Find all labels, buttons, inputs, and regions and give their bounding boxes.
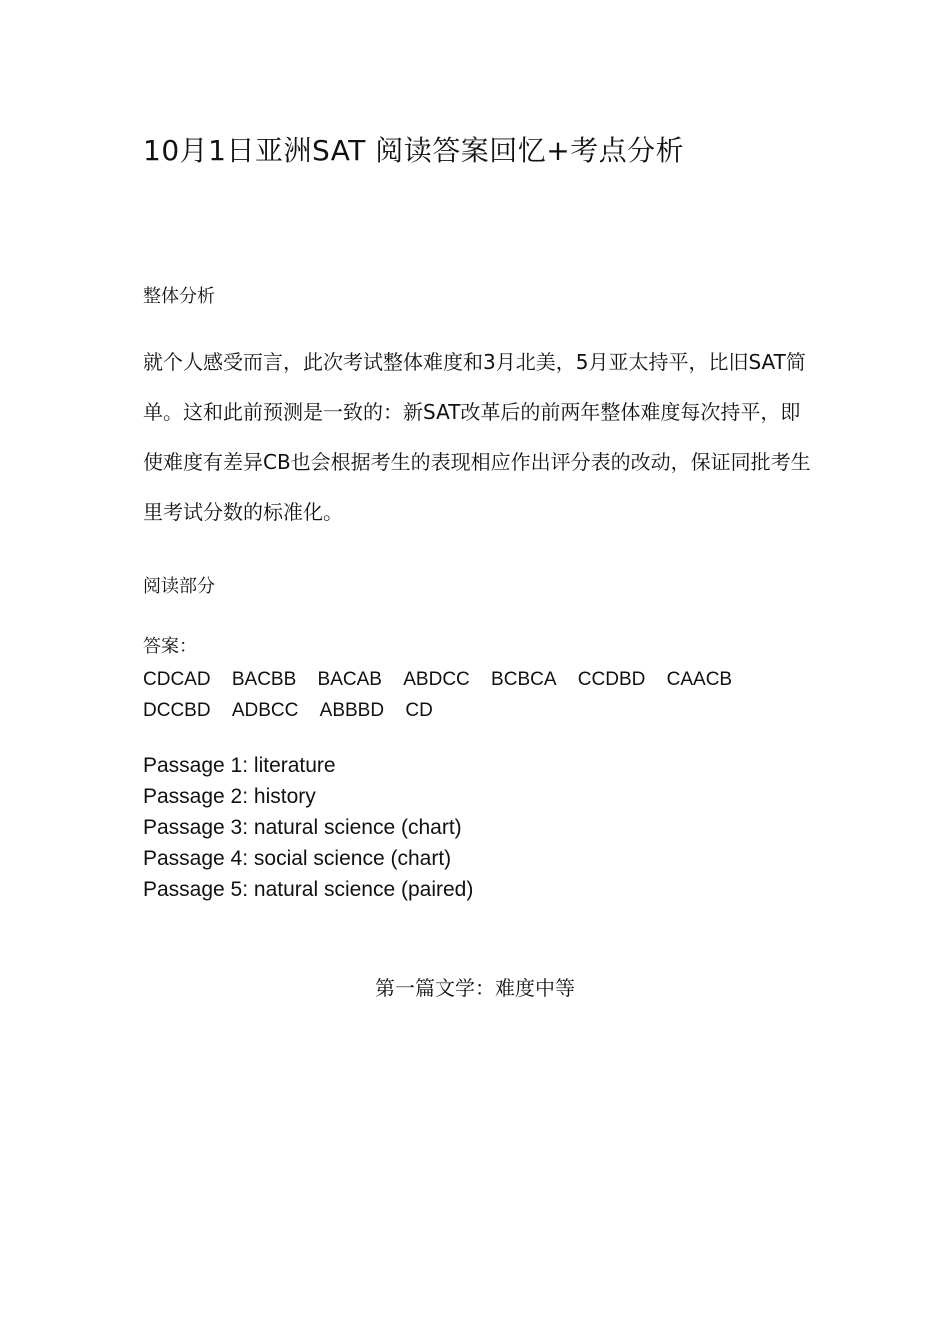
answer-group: BCBCA	[491, 669, 557, 690]
answer-group: ABDCC	[403, 669, 470, 690]
answer-group: DCCBD	[143, 700, 211, 721]
passage-item: Passage 2: history	[143, 785, 316, 808]
passage-item: Passage 4: social science (chart)	[143, 847, 452, 870]
answer-group: BACBB	[231, 669, 297, 690]
answer-group: ABBBD	[319, 700, 385, 721]
answer-group: ADBCC	[231, 700, 299, 721]
overall-analysis-paragraph: 就个人感受而言，此次考试整体难度和3月北美，5月亚太持平，比旧SAT简单。这和此前预测是一致的：新SAT改革后的前两年整体难度每次持平，即使难度有差异CB也会根据考生的表现相应作出评分表的改动，保证同批考生里考试分数的标准化。	[143, 350, 811, 524]
answer-group: CD	[405, 700, 433, 721]
answer-group: CAACB	[666, 669, 733, 690]
page-title: 10月1日亚洲SAT 阅读答案回忆+考点分析	[143, 133, 685, 167]
answer-group: CCDBD	[577, 669, 646, 690]
overall-analysis-heading: 整体分析	[143, 286, 215, 307]
answers-label: 答案：	[143, 636, 197, 657]
answer-group: BACAB	[317, 669, 382, 690]
passage-item: Passage 5: natural science (paired)	[143, 878, 474, 901]
passage-item: Passage 1: literature	[143, 754, 336, 777]
passage-item: Passage 3: natural science (chart)	[143, 816, 462, 839]
section-title: 第一篇文学：难度中等	[375, 976, 575, 1000]
answer-group: CDCAD	[143, 669, 211, 690]
passage-list	[143, 750, 473, 905]
answer-groups-list	[143, 664, 793, 726]
reading-section-heading: 阅读部分	[143, 576, 215, 597]
